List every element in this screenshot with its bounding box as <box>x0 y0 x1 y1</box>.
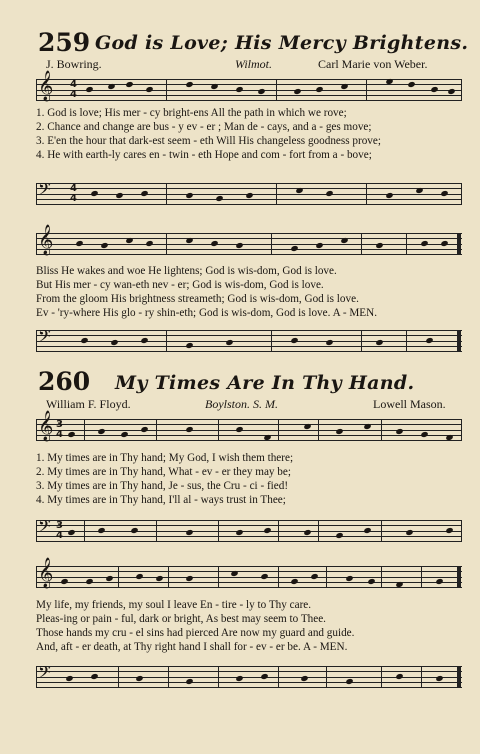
hymn-author: William F. Floyd. <box>46 397 131 411</box>
verse-line: But His mer - cy wan-eth nev - er; God is wis-dom, God is love. <box>36 279 324 291</box>
treble-staff: 𝄞 3 4 <box>36 419 462 441</box>
verse-line: From the gloom His brightness streameth; God is wis-dom, God is love. <box>36 293 359 305</box>
treble-clef-icon: 𝄞 <box>38 558 54 588</box>
hymn-composer: Lowell Mason. <box>373 397 446 411</box>
verse-line: Ev - 'ry-where His glo - ry shin-eth; God is wis-dom, God is love. A - MEN. <box>36 307 378 319</box>
treble-staff: 𝄞 4 4 <box>36 79 462 101</box>
bass-clef-icon: 𝄢 <box>38 326 51 350</box>
verse-line: 1. My times are in Thy hand; My God, I wish them there; <box>36 452 294 464</box>
bass-staff: 𝄢 3 4 <box>36 520 462 542</box>
verses-block <box>36 599 462 659</box>
verse-line: Pleas-ing or pain - ful, dark or bright, As best may seem to Thee. <box>36 613 326 625</box>
treble-clef-icon: 𝄞 <box>38 71 54 101</box>
hymn-composer: Carl Marie von Weber. <box>318 57 428 71</box>
hymn-title: God is Love; His Mercy Brightens. <box>95 32 469 54</box>
bass-staff: 𝄢 4 4 <box>36 183 462 205</box>
verse-line: 2. Chance and change are bus - y ev - er ; Man de - cays, and a - ges move; <box>36 121 372 133</box>
hymn-title: My Times Are In Thy Hand. <box>115 372 415 394</box>
verses-block <box>36 107 462 167</box>
treble-staff <box>36 225 462 255</box>
verses-block <box>36 265 462 325</box>
hymn-tune: Wilmot. <box>235 57 273 71</box>
verse-line: Bliss He wakes and woe He lightens; God is wis-dom, God is love. <box>36 265 337 277</box>
verse-line: 2. My times are in Thy hand, What - ev - er they may be; <box>36 466 291 478</box>
bass-clef-icon: 𝄢 <box>38 662 51 686</box>
hymn-author: J. Bowring. <box>46 57 102 71</box>
verse-line: Those hands my cru - el sins had pierced Are now my guard and guide. <box>36 627 355 639</box>
verses-block <box>36 452 462 512</box>
bass-staff <box>36 662 462 688</box>
verse-line: And, aft - er death, at Thy right hand I shall for - ev - er be. A - MEN. <box>36 641 348 653</box>
treble-clef-icon: 𝄞 <box>38 411 54 441</box>
verse-line: 3. E'en the hour that dark-est seem - eth Will His changeless goodness prove; <box>36 135 381 147</box>
hymn-tune: Boylston. S. M. <box>205 397 278 411</box>
verse-line: 4. He with earth-ly cares en - twin - eth Hope and com - fort from a - bove; <box>36 149 372 161</box>
hymn-number: 260 <box>38 367 91 396</box>
treble-staff <box>36 558 462 588</box>
hymn-number: 259 <box>38 28 91 57</box>
bass-staff <box>36 326 462 352</box>
bass-clef-icon: 𝄢 <box>38 516 51 540</box>
verse-line: 3. My times are in Thy hand, Je - sus, the Cru - ci - fied! <box>36 480 289 492</box>
bass-clef-icon: 𝄢 <box>38 179 51 203</box>
verse-line: My life, my friends, my soul I leave En - tire - ly to Thy care. <box>36 599 312 611</box>
verse-line: 4. My times are in Thy hand, I'll al - ways trust in Thee; <box>36 494 286 506</box>
treble-clef-icon: 𝄞 <box>38 225 54 255</box>
verse-line: 1. God is love; His mer - cy bright-ens All the path in which we rove; <box>36 107 347 119</box>
